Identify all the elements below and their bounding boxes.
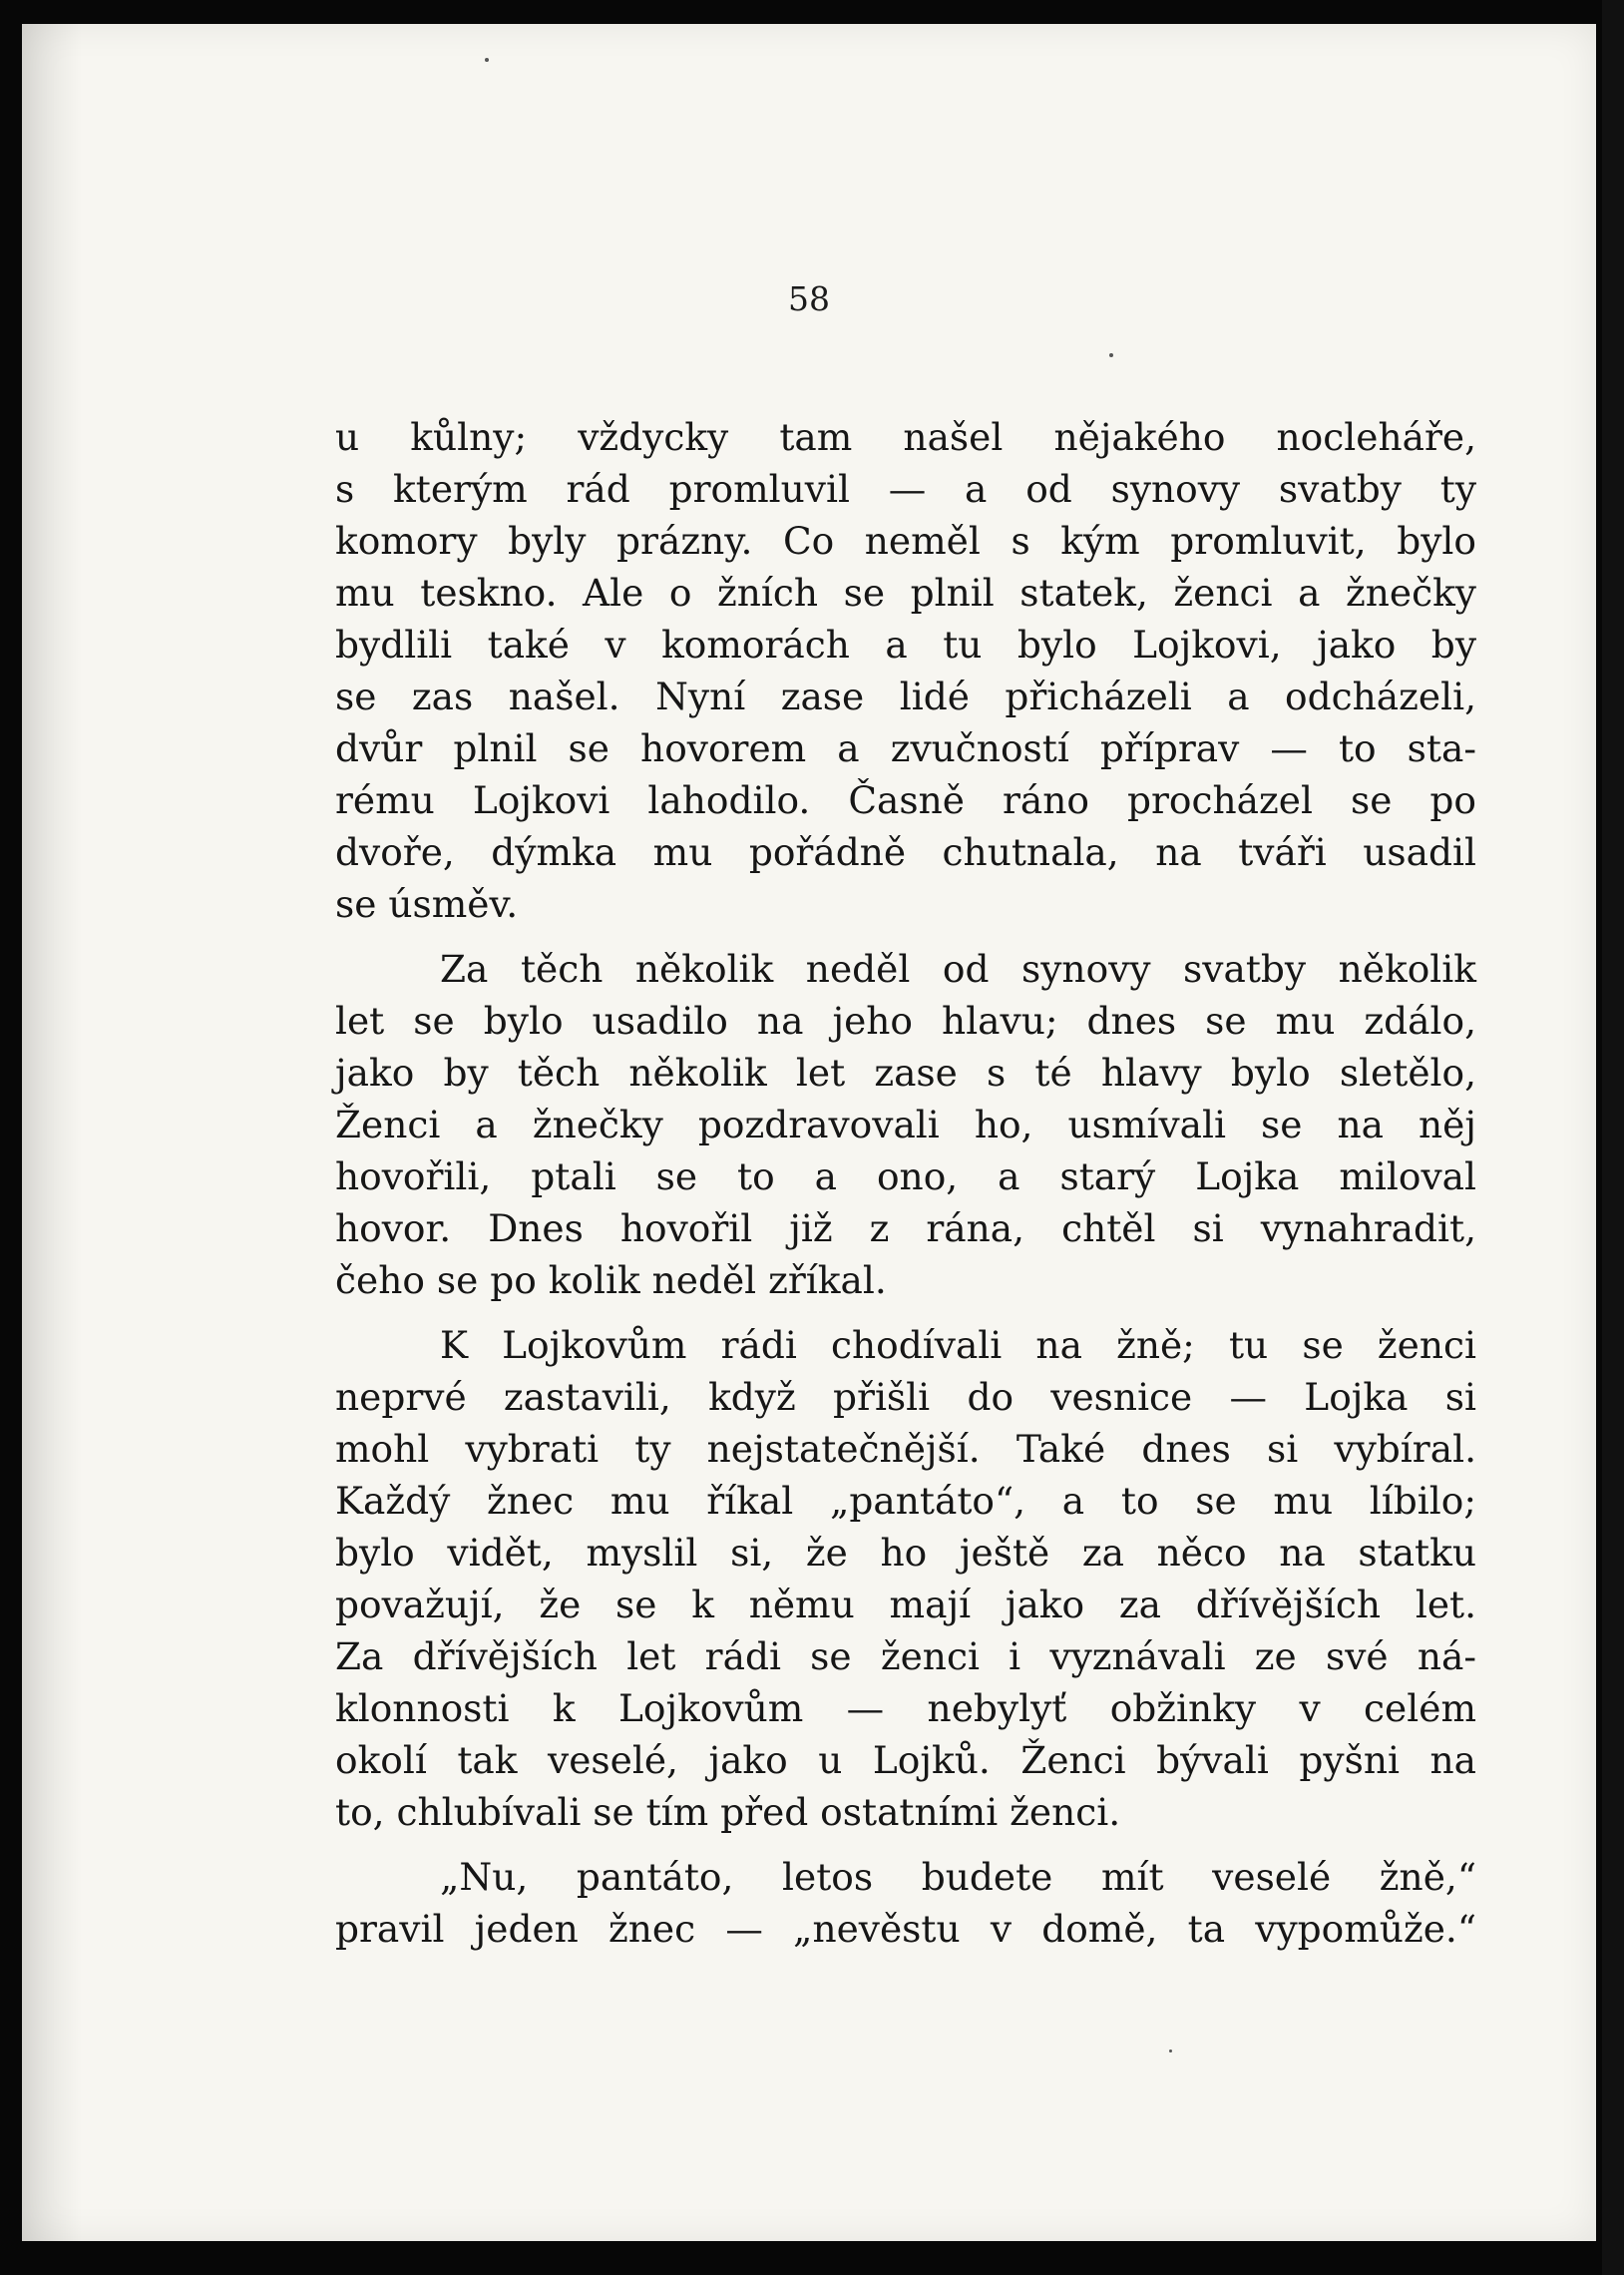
text-line: považují, že se k němu mají jako za dřívějších let. [335,1583,1476,1626]
text-line: čeho se po kolik neděl zříkal. [335,1258,887,1302]
paragraph-1 [335,411,1476,930]
text-line: dvoře, dýmka mu pořádně chutnala, na tváři usadil [335,830,1476,874]
text-line: mohl vybrati ty nejstatečnější. Také dnes si vybíral. [335,1427,1476,1471]
text-line: se úsměv. [335,882,519,926]
paragraph-3 [335,1319,1476,1838]
body-text [335,411,1476,1968]
book-page [22,24,1596,2241]
paragraph-4 [335,1851,1476,1955]
text-line: Za dřívějších let rádi se ženci i vyznávali ze své ná- [335,1634,1476,1678]
dust-speck [1169,2049,1172,2052]
text-line: mu teskno. Ale o žních se plnil statek, ženci a žnečky [335,571,1476,615]
text-line: u kůlny; vždycky tam našel nějakého nocleháře, [335,415,1476,459]
text-line: let se bylo usadilo na jeho hlavu; dnes se mu zdálo, [335,999,1476,1043]
dust-speck [485,58,489,62]
text-line: jako by těch několik let zase s té hlavy bylo sletělo, [335,1051,1476,1095]
text-line: bydlili také v komorách a tu bylo Lojkovi, jako by [335,623,1476,667]
text-line: Každý žnec mu říkal „pantáto“, a to se mu líbilo; [335,1479,1476,1523]
text-line: bylo vidět, myslil si, že ho ještě za něco na statku [335,1531,1476,1575]
text-line: dvůr plnil se hovorem a zvučností příprav — to sta- [335,726,1476,770]
text-line: neprvé zastavili, když přišli do vesnice — Lojka si [335,1375,1476,1419]
text-line: se zas našel. Nyní zase lidé přicházeli a odcházeli, [335,675,1476,718]
text-line: hovor. Dnes hovořil již z rána, chtěl si vynahradit, [335,1206,1476,1250]
text-line: rému Lojkovi lahodilo. Časně ráno procházel se po [335,778,1476,822]
text-line: komory byly prázny. Co neměl s kým promluvit, bylo [335,519,1476,563]
text-line: hovořili, ptali se to a ono, a starý Lojka miloval [335,1154,1476,1198]
text-line: K Lojkovům rádi chodívali na žně; tu se ženci [440,1323,1476,1367]
text-line: pravil jeden žnec — „nevěstu v domě, ta vypomůže.“ [335,1907,1476,1951]
text-line: „Nu, pantáto, letos budete mít veselé žně,“ [440,1855,1476,1899]
text-line: okolí tak veselé, jako u Lojků. Ženci bývali pyšni na [335,1738,1476,1782]
page-number: 58 [788,279,830,318]
dust-speck [1109,353,1113,357]
text-line: s kterým rád promluvil — a od synovy svatby ty [335,467,1476,511]
text-line: klonnosti k Lojkovům — nebylyť obžinky v celém [335,1686,1476,1730]
text-line: Za těch několik neděl od synovy svatby několik [440,947,1476,991]
page-edge-shadow [1602,0,1624,2275]
paragraph-2 [335,943,1476,1306]
text-line: to, chlubívali se tím před ostatními ženci. [335,1790,1121,1834]
text-line: Ženci a žnečky pozdravovali ho, usmívali se na něj [335,1103,1476,1146]
